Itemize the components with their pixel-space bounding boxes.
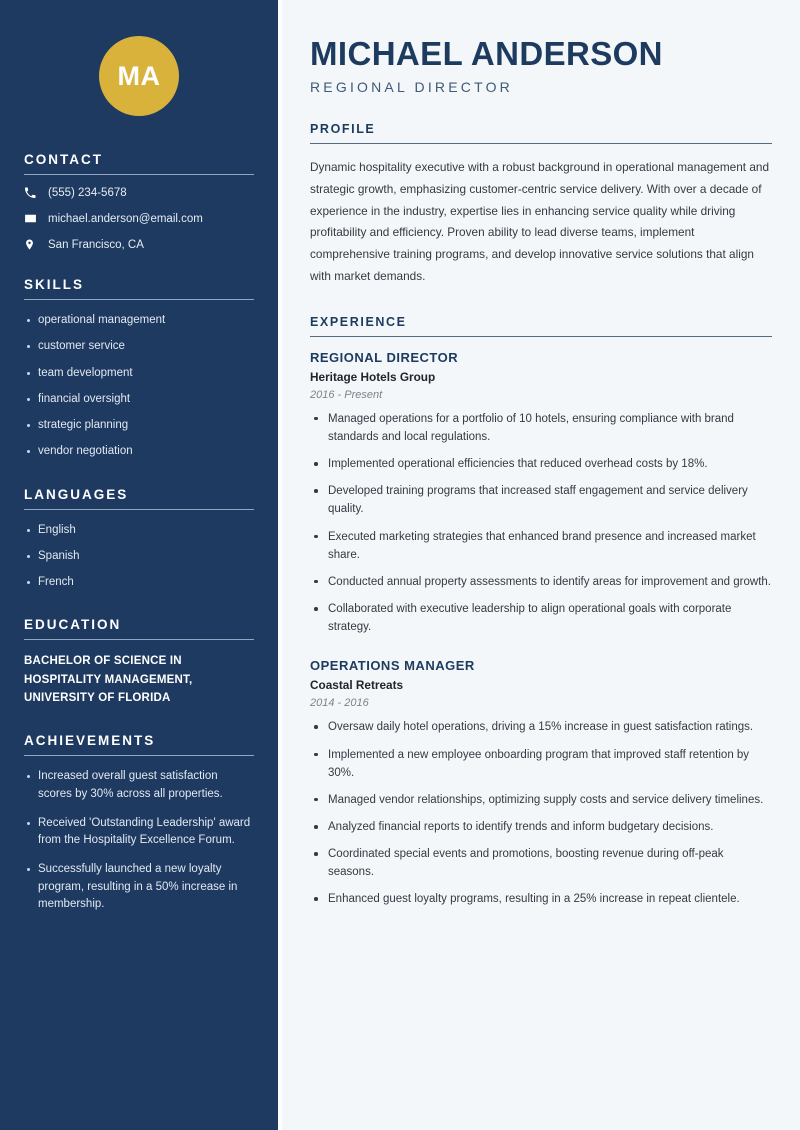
main-content bbox=[278, 0, 800, 1130]
sidebar bbox=[0, 0, 278, 1130]
list-item: team development bbox=[24, 365, 254, 382]
list-item: Developed training programs that increased staff engagement and service delivery quality. bbox=[310, 482, 772, 518]
page-title: MICHAEL ANDERSON bbox=[310, 35, 663, 72]
skills-list bbox=[24, 312, 254, 461]
sidebar-section-skills bbox=[24, 277, 254, 461]
contact-phone-value: (555) 234-5678 bbox=[48, 187, 127, 199]
list-item: Implemented operational efficiencies that reduced overhead costs by 18%. bbox=[310, 455, 772, 473]
avatar-initials: MA bbox=[117, 60, 161, 91]
experience-job-title: OPERATIONS MANAGER bbox=[310, 658, 475, 674]
section-profile bbox=[310, 122, 772, 288]
profile-heading: PROFILE bbox=[310, 121, 376, 136]
list-item: customer service bbox=[24, 338, 254, 355]
list-item: Increased overall guest satisfaction scores by 30% across all properties. bbox=[24, 768, 254, 803]
contact-row-email[interactable] bbox=[24, 212, 254, 225]
list-item: Conducted annual property assessments to identify areas for improvement and growth. bbox=[310, 573, 772, 591]
list-item: Successfully launched a new loyalty program, resulting in a 50% increase in membership. bbox=[24, 861, 254, 913]
avatar-container bbox=[24, 0, 254, 152]
experience-heading: EXPERIENCE bbox=[310, 314, 407, 329]
achievements-divider bbox=[24, 755, 254, 756]
list-item: operational management bbox=[24, 312, 254, 329]
avatar bbox=[99, 36, 179, 116]
languages-heading: LANGUAGES bbox=[24, 486, 129, 502]
skills-divider bbox=[24, 299, 254, 300]
list-item: English bbox=[24, 522, 254, 539]
education-divider bbox=[24, 639, 254, 640]
experience-job-title: REGIONAL DIRECTOR bbox=[310, 349, 459, 365]
experience-dates: 2014 - 2016 bbox=[310, 697, 369, 710]
education-degree: BACHELOR OF SCIENCE IN HOSPITALITY MANAGEMENT, UNIVERSITY OF FLORIDA bbox=[24, 655, 193, 705]
list-item: Managed operations for a portfolio of 10 hotels, ensuring compliance with brand standards and local regulations. bbox=[310, 410, 772, 446]
list-item: Enhanced guest loyalty programs, resulting in a 25% increase in repeat clientele. bbox=[310, 890, 772, 908]
phone-icon bbox=[24, 187, 42, 199]
experience-entry bbox=[310, 658, 772, 908]
experience-dates: 2016 - Present bbox=[310, 388, 383, 401]
experience-company: Coastal Retreats bbox=[310, 678, 404, 693]
achievements-list bbox=[24, 768, 254, 913]
job-role-subtitle: REGIONAL DIRECTOR bbox=[310, 78, 513, 95]
list-item: Coordinated special events and promotions, boosting revenue during off-peak seasons. bbox=[310, 845, 772, 881]
sidebar-section-languages bbox=[24, 487, 254, 592]
languages-divider bbox=[24, 509, 254, 510]
list-item: financial oversight bbox=[24, 391, 254, 408]
contact-row-location[interactable] bbox=[24, 238, 254, 251]
experience-bullets bbox=[310, 718, 772, 908]
sidebar-section-achievements bbox=[24, 733, 254, 913]
education-heading: EDUCATION bbox=[24, 617, 122, 633]
contact-location-value: San Francisco, CA bbox=[48, 238, 144, 251]
experience-divider bbox=[310, 336, 772, 337]
list-item: Spanish bbox=[24, 548, 254, 565]
list-item: vendor negotiation bbox=[24, 443, 254, 460]
list-item: Managed vendor relationships, optimizing supply costs and service delivery timelines. bbox=[310, 791, 772, 809]
profile-divider bbox=[310, 143, 772, 144]
experience-entry bbox=[310, 350, 772, 637]
experience-bullets bbox=[310, 410, 772, 637]
list-item: Analyzed financial reports to identify trends and inform budgetary decisions. bbox=[310, 818, 772, 836]
list-item: Oversaw daily hotel operations, driving a 15% increase in guest satisfaction ratings. bbox=[310, 718, 772, 736]
list-item: Implemented a new employee onboarding program that improved staff retention by 30%. bbox=[310, 746, 772, 782]
list-item: Executed marketing strategies that enhanced brand presence and increased market share. bbox=[310, 528, 772, 564]
contact-email-value: michael.anderson@email.com bbox=[48, 212, 203, 225]
section-experience bbox=[310, 315, 772, 909]
sidebar-section-education bbox=[24, 617, 254, 707]
experience-company: Heritage Hotels Group bbox=[310, 369, 436, 384]
skills-heading: SKILLS bbox=[24, 277, 85, 292]
contact-divider bbox=[24, 174, 254, 175]
contact-row-phone[interactable] bbox=[24, 187, 254, 199]
list-item: French bbox=[24, 574, 254, 591]
languages-list bbox=[24, 522, 254, 592]
envelope-icon bbox=[24, 212, 42, 225]
list-item: Collaborated with executive leadership to align operational goals with corporate strategy. bbox=[310, 600, 772, 636]
sidebar-section-contact bbox=[24, 152, 254, 251]
list-item: Received 'Outstanding Leadership' award from the Hospitality Excellence Forum. bbox=[24, 815, 254, 850]
profile-text: Dynamic hospitality executive with a robust background in operational management and strategic growth, emphasizing customer-centric service delivery. With over a decade of experience in the industry, expertise lies in enhancing service quality while driving profitability and efficiency. Proven ability to lead diverse teams, implement comprehensive training programs, and develop innovative service solutions that align with market demands. bbox=[310, 159, 770, 284]
list-item: strategic planning bbox=[24, 417, 254, 434]
achievements-heading: ACHIEVEMENTS bbox=[24, 733, 156, 749]
location-pin-icon bbox=[24, 238, 42, 251]
contact-heading: CONTACT bbox=[24, 152, 103, 167]
